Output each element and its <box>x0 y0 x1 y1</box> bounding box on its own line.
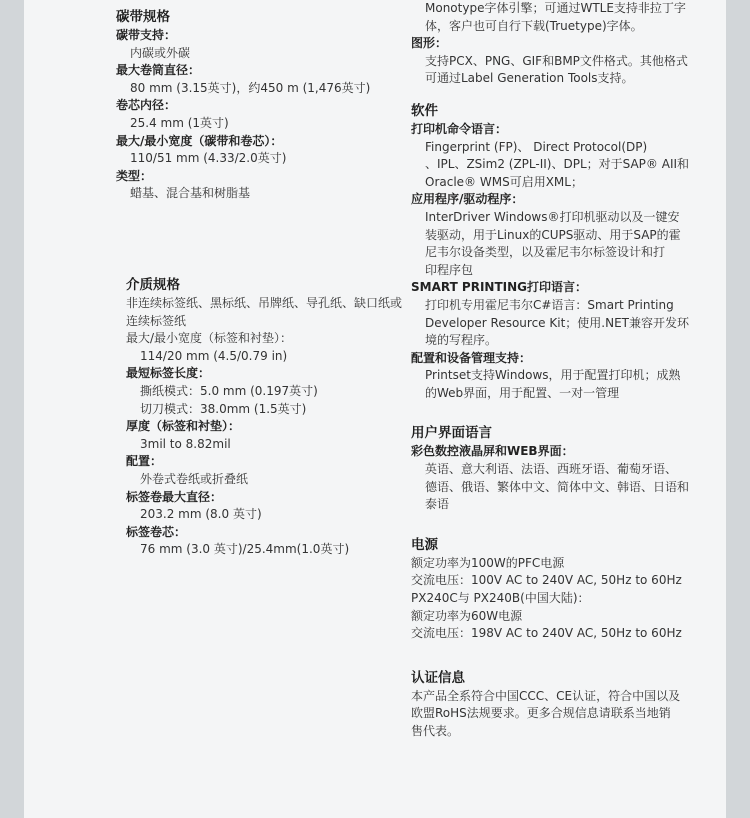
media-width-value: 114/20 mm (4.5/0.79 in) <box>140 348 288 363</box>
ribbon-core-label: 卷芯内径： <box>116 98 177 113</box>
command-language-line-3: Oracle® WMS可启用XML； <box>425 174 583 189</box>
font-line-2: 体，客户也可自行下载(Truetype)字体。 <box>425 18 643 33</box>
media-tear-mode-value: 撕纸模式：5.0 mm (0.197英寸) <box>140 383 318 398</box>
ribbon-max-diameter-label: 最大卷筒直径： <box>116 63 201 78</box>
certification-line-3: 售代表。 <box>411 724 460 738</box>
graphics-line-2: 可通过Label Generation Tools支持。 <box>425 71 634 86</box>
ribbon-section <box>116 8 398 203</box>
drivers-label: 应用程序/驱动程序： <box>411 192 524 207</box>
command-language-line-2: 、IPL、ZSim2 (ZPL-II)、DPL；对于SAP® AII和 <box>425 157 690 172</box>
device-management-line-2: 的Web界面，用于配置、一对一管理 <box>425 385 620 400</box>
ui-language-line-3: 泰语 <box>425 497 450 512</box>
right-column <box>411 0 691 741</box>
certification-line-1: 本产品全系符合中国CCC、CE认证，符合中国以及 <box>411 688 681 703</box>
power-line-2: 交流电压：100V AC to 240V AC, 50Hz to 60Hz <box>411 573 682 588</box>
smart-printing-line-1: 打印机专用霍尼韦尔C#语言：Smart Printing <box>425 297 674 312</box>
smart-printing-line-2: Developer Resource Kit；使用.NET兼容开发环 <box>425 315 689 330</box>
drivers-line-3: 尼韦尔设备类型，以及霍尼韦尔标签设计和打 <box>425 245 666 260</box>
ribbon-title: 碳带规格 <box>116 9 170 25</box>
drivers-line-1: InterDriver Windows®打印机驱动以及一键安 <box>425 209 680 224</box>
smart-printing-label: SMART PRINTING打印语言： <box>411 280 588 295</box>
ui-language-line-1: 英语、意大利语、法语、西班牙语、葡萄牙语、 <box>425 462 678 477</box>
power-line-4: 额定功率为60W电源 <box>411 608 523 623</box>
device-management-line-1: Printset支持Windows，用于配置打印机；成熟 <box>425 368 681 383</box>
ui-language-title: 用户界面语言 <box>411 425 492 442</box>
power-title: 电源 <box>411 536 438 553</box>
ribbon-support-value: 内碳或外碳 <box>130 45 191 60</box>
media-config-value: 外卷式卷纸或折叠纸 <box>140 471 249 486</box>
ribbon-type-label: 类型： <box>116 168 153 183</box>
media-width-label: 最大/最小宽度（标签和衬垫）： <box>126 331 293 346</box>
device-management-label: 配置和设备管理支持： <box>411 350 532 365</box>
ui-language-label: 彩色数控液晶屏和WEB界面： <box>411 444 574 459</box>
software-title: 软件 <box>411 102 438 119</box>
ribbon-width-value: 110/51 mm (4.33/2.0英寸) <box>130 151 287 166</box>
media-roll-diameter-value: 203.2 mm (8.0 英寸) <box>140 507 262 522</box>
media-min-length-label: 最短标签长度： <box>126 366 211 381</box>
media-thickness-label: 厚度（标签和衬垫）： <box>126 419 241 434</box>
media-description: 非连续标签纸、黑标纸、吊牌纸、导孔纸、缺口纸或连续标签纸 <box>126 296 403 328</box>
command-language-label: 打印机命令语言： <box>411 121 508 136</box>
media-title: 介质规格 <box>126 277 180 293</box>
ribbon-type-value: 蜡基、混合基和树脂基 <box>130 186 251 201</box>
ribbon-max-diameter-value: 80 mm (3.15英寸)，约450 m (1,476英寸) <box>130 80 371 95</box>
smart-printing-line-3: 境的写程序。 <box>425 333 498 348</box>
drivers-line-4: 印程序包 <box>425 262 474 277</box>
ribbon-core-value: 25.4 mm (1英寸) <box>130 115 229 130</box>
graphics-label: 图形： <box>411 36 448 51</box>
ui-language-line-2: 德语、俄语、繁体中文、简体中文、韩语、日语和 <box>425 479 690 494</box>
media-core-label: 标签卷芯： <box>126 524 187 539</box>
ribbon-width-label: 最大/最小宽度（碳带和卷芯）： <box>116 133 283 148</box>
drivers-line-2: 装驱动，用于Linux的CUPS驱动、用于SAP的霍 <box>425 227 681 242</box>
power-line-1: 额定功率为100W的PFC电源 <box>411 555 565 570</box>
media-core-value: 76 mm (3.0 英寸)/25.4mm(1.0英寸) <box>140 542 350 557</box>
font-line-1: Monotype字体引擎；可通过WTLE支持非拉丁字 <box>425 1 686 15</box>
command-language-line-1: Fingerprint (FP)、 Direct Protocol(DP) <box>425 139 648 154</box>
ribbon-support-label: 碳带支持： <box>116 28 177 42</box>
media-section <box>126 276 402 559</box>
graphics-line-1: 支持PCX、PNG、GIF和BMP文件格式。其他格式 <box>425 53 688 68</box>
media-roll-diameter-label: 标签卷最大直径： <box>126 489 223 504</box>
spec-sheet <box>24 0 726 818</box>
media-cutter-mode-value: 切刀模式：38.0mm (1.5英寸) <box>140 401 307 416</box>
certification-line-2: 欧盟RoHS法规要求。更多合规信息请联系当地销 <box>411 706 671 721</box>
certification-title: 认证信息 <box>411 669 465 686</box>
power-line-5: 交流电压：198V AC to 240V AC, 50Hz to 60Hz <box>411 626 682 641</box>
power-line-3: PX240C与 PX240B(中国大陆)： <box>411 591 590 606</box>
media-thickness-value: 3mil to 8.82mil <box>140 436 231 451</box>
media-config-label: 配置： <box>126 454 163 469</box>
